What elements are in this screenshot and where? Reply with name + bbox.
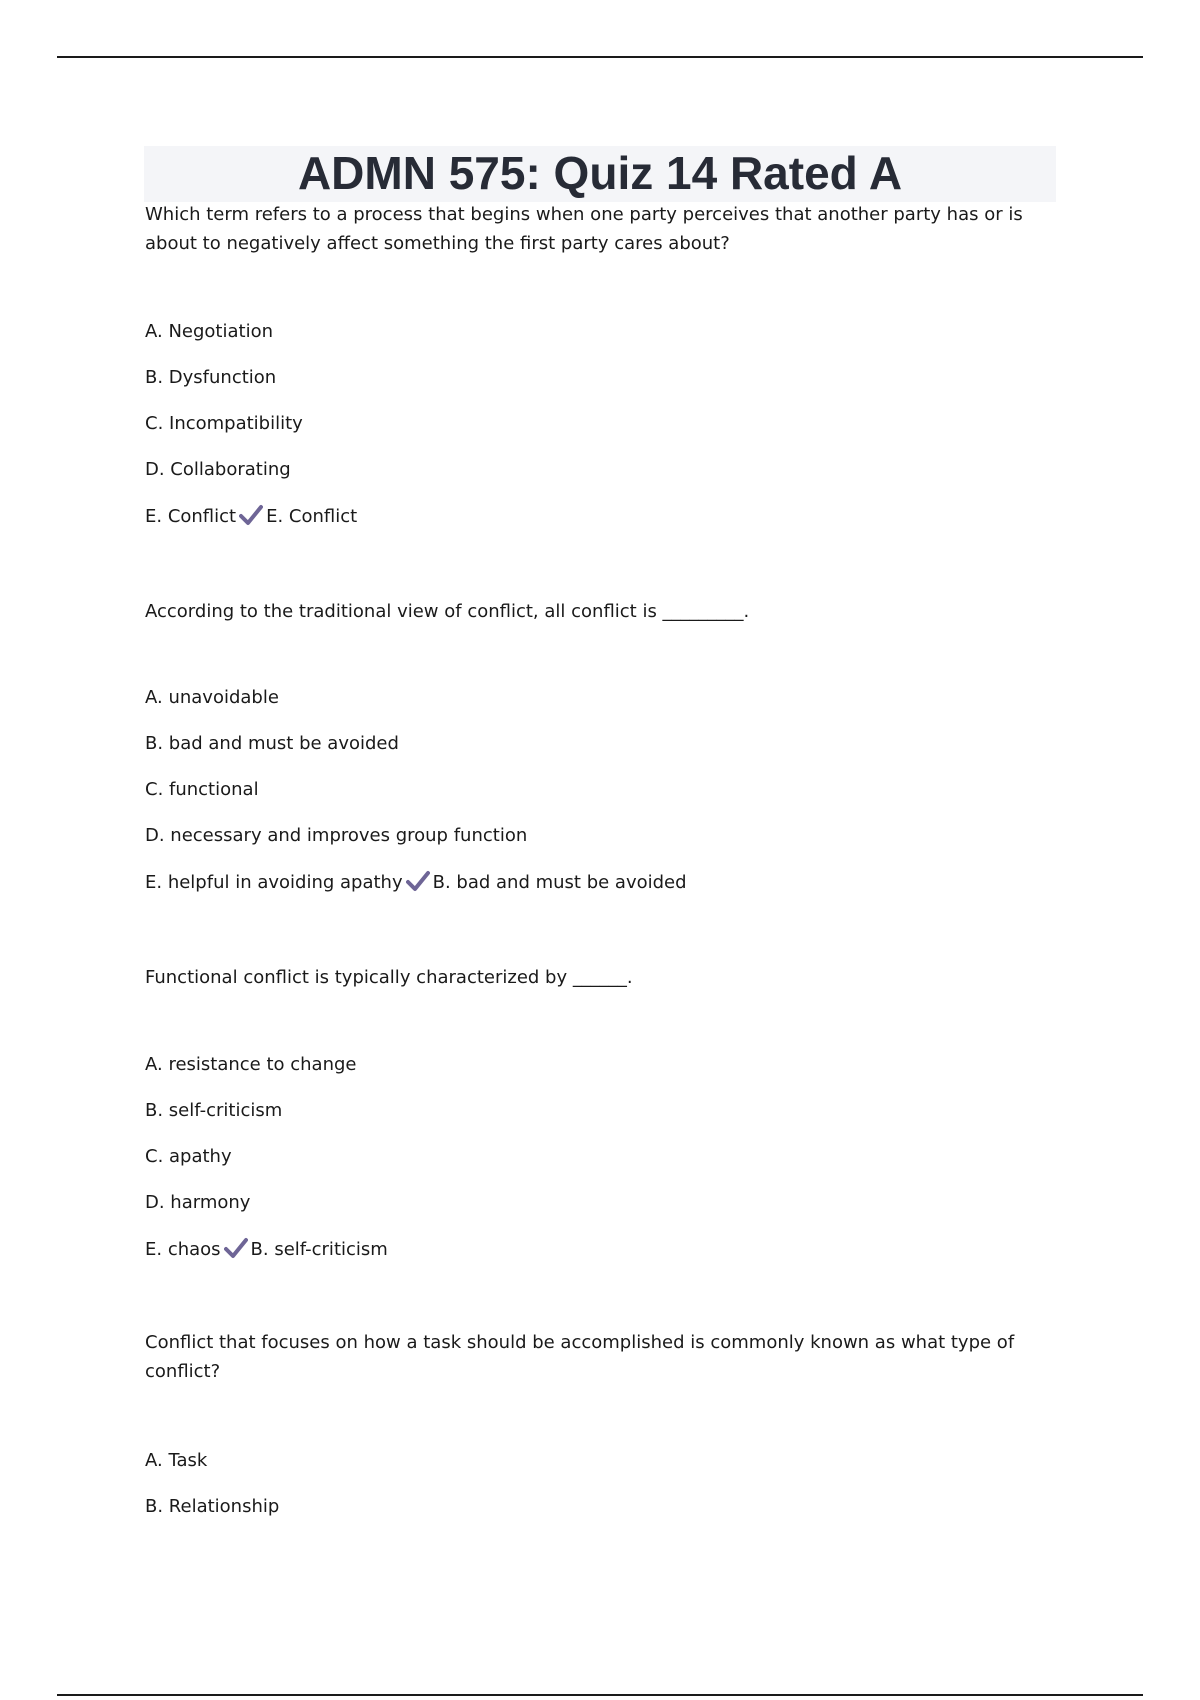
option-item: A. Negotiation [145, 321, 273, 342]
page-title: ADMN 575: Quiz 14 Rated A [297, 147, 903, 199]
check-icon [239, 504, 263, 526]
answer-text: E. Conflict [266, 506, 358, 527]
check-icon [406, 870, 430, 892]
option-item: D. harmony [145, 1192, 251, 1213]
option-item: C. functional [145, 779, 259, 800]
option-item: B. Relationship [145, 1496, 280, 1517]
option-item: A. unavoidable [145, 687, 279, 708]
header-rule [57, 56, 1143, 58]
option-item: C. apathy [145, 1146, 232, 1167]
option-list [145, 686, 1045, 916]
option-item: E. helpful in avoiding apathy B. bad and must be avoided [145, 872, 687, 893]
option-item: C. Incompatibility [145, 413, 303, 434]
question-text: Conflict that focuses on how a task should be accomplished is commonly known as what type of conflict? [145, 1332, 1015, 1382]
option-item: D. Collaborating [145, 459, 291, 480]
option-item: B. self-criticism [145, 1100, 283, 1121]
question-block-1 [145, 200, 1045, 527]
option-item: B. bad and must be avoided [145, 733, 399, 754]
option-item: D. necessary and improves group function [145, 825, 528, 846]
option-list [145, 1449, 1045, 1541]
option-item: E. chaos B. self-criticism [145, 1239, 388, 1260]
question-text: According to the traditional view of conflict, all conflict is _________. [145, 601, 750, 622]
option-list [145, 320, 1045, 550]
question-block-4 [145, 1328, 1045, 1517]
question-text: Which term refers to a process that begins when one party perceives that another party has or is about to negatively affect something the first party cares about? [145, 204, 1023, 254]
answer-text: B. bad and must be avoided [432, 872, 687, 893]
option-item: A. Task [145, 1450, 208, 1471]
option-item: A. resistance to change [145, 1054, 357, 1075]
option-list [145, 1053, 1045, 1283]
answer-text: B. self-criticism [250, 1239, 388, 1260]
question-block-3 [145, 963, 1045, 1260]
option-item: E. Conflict E. Conflict [145, 506, 358, 527]
question-block-2 [145, 597, 1045, 893]
option-item: B. Dysfunction [145, 367, 277, 388]
footer-rule [57, 1694, 1143, 1696]
check-icon [224, 1237, 248, 1259]
question-text: Functional conflict is typically characterized by ______. [145, 967, 633, 988]
